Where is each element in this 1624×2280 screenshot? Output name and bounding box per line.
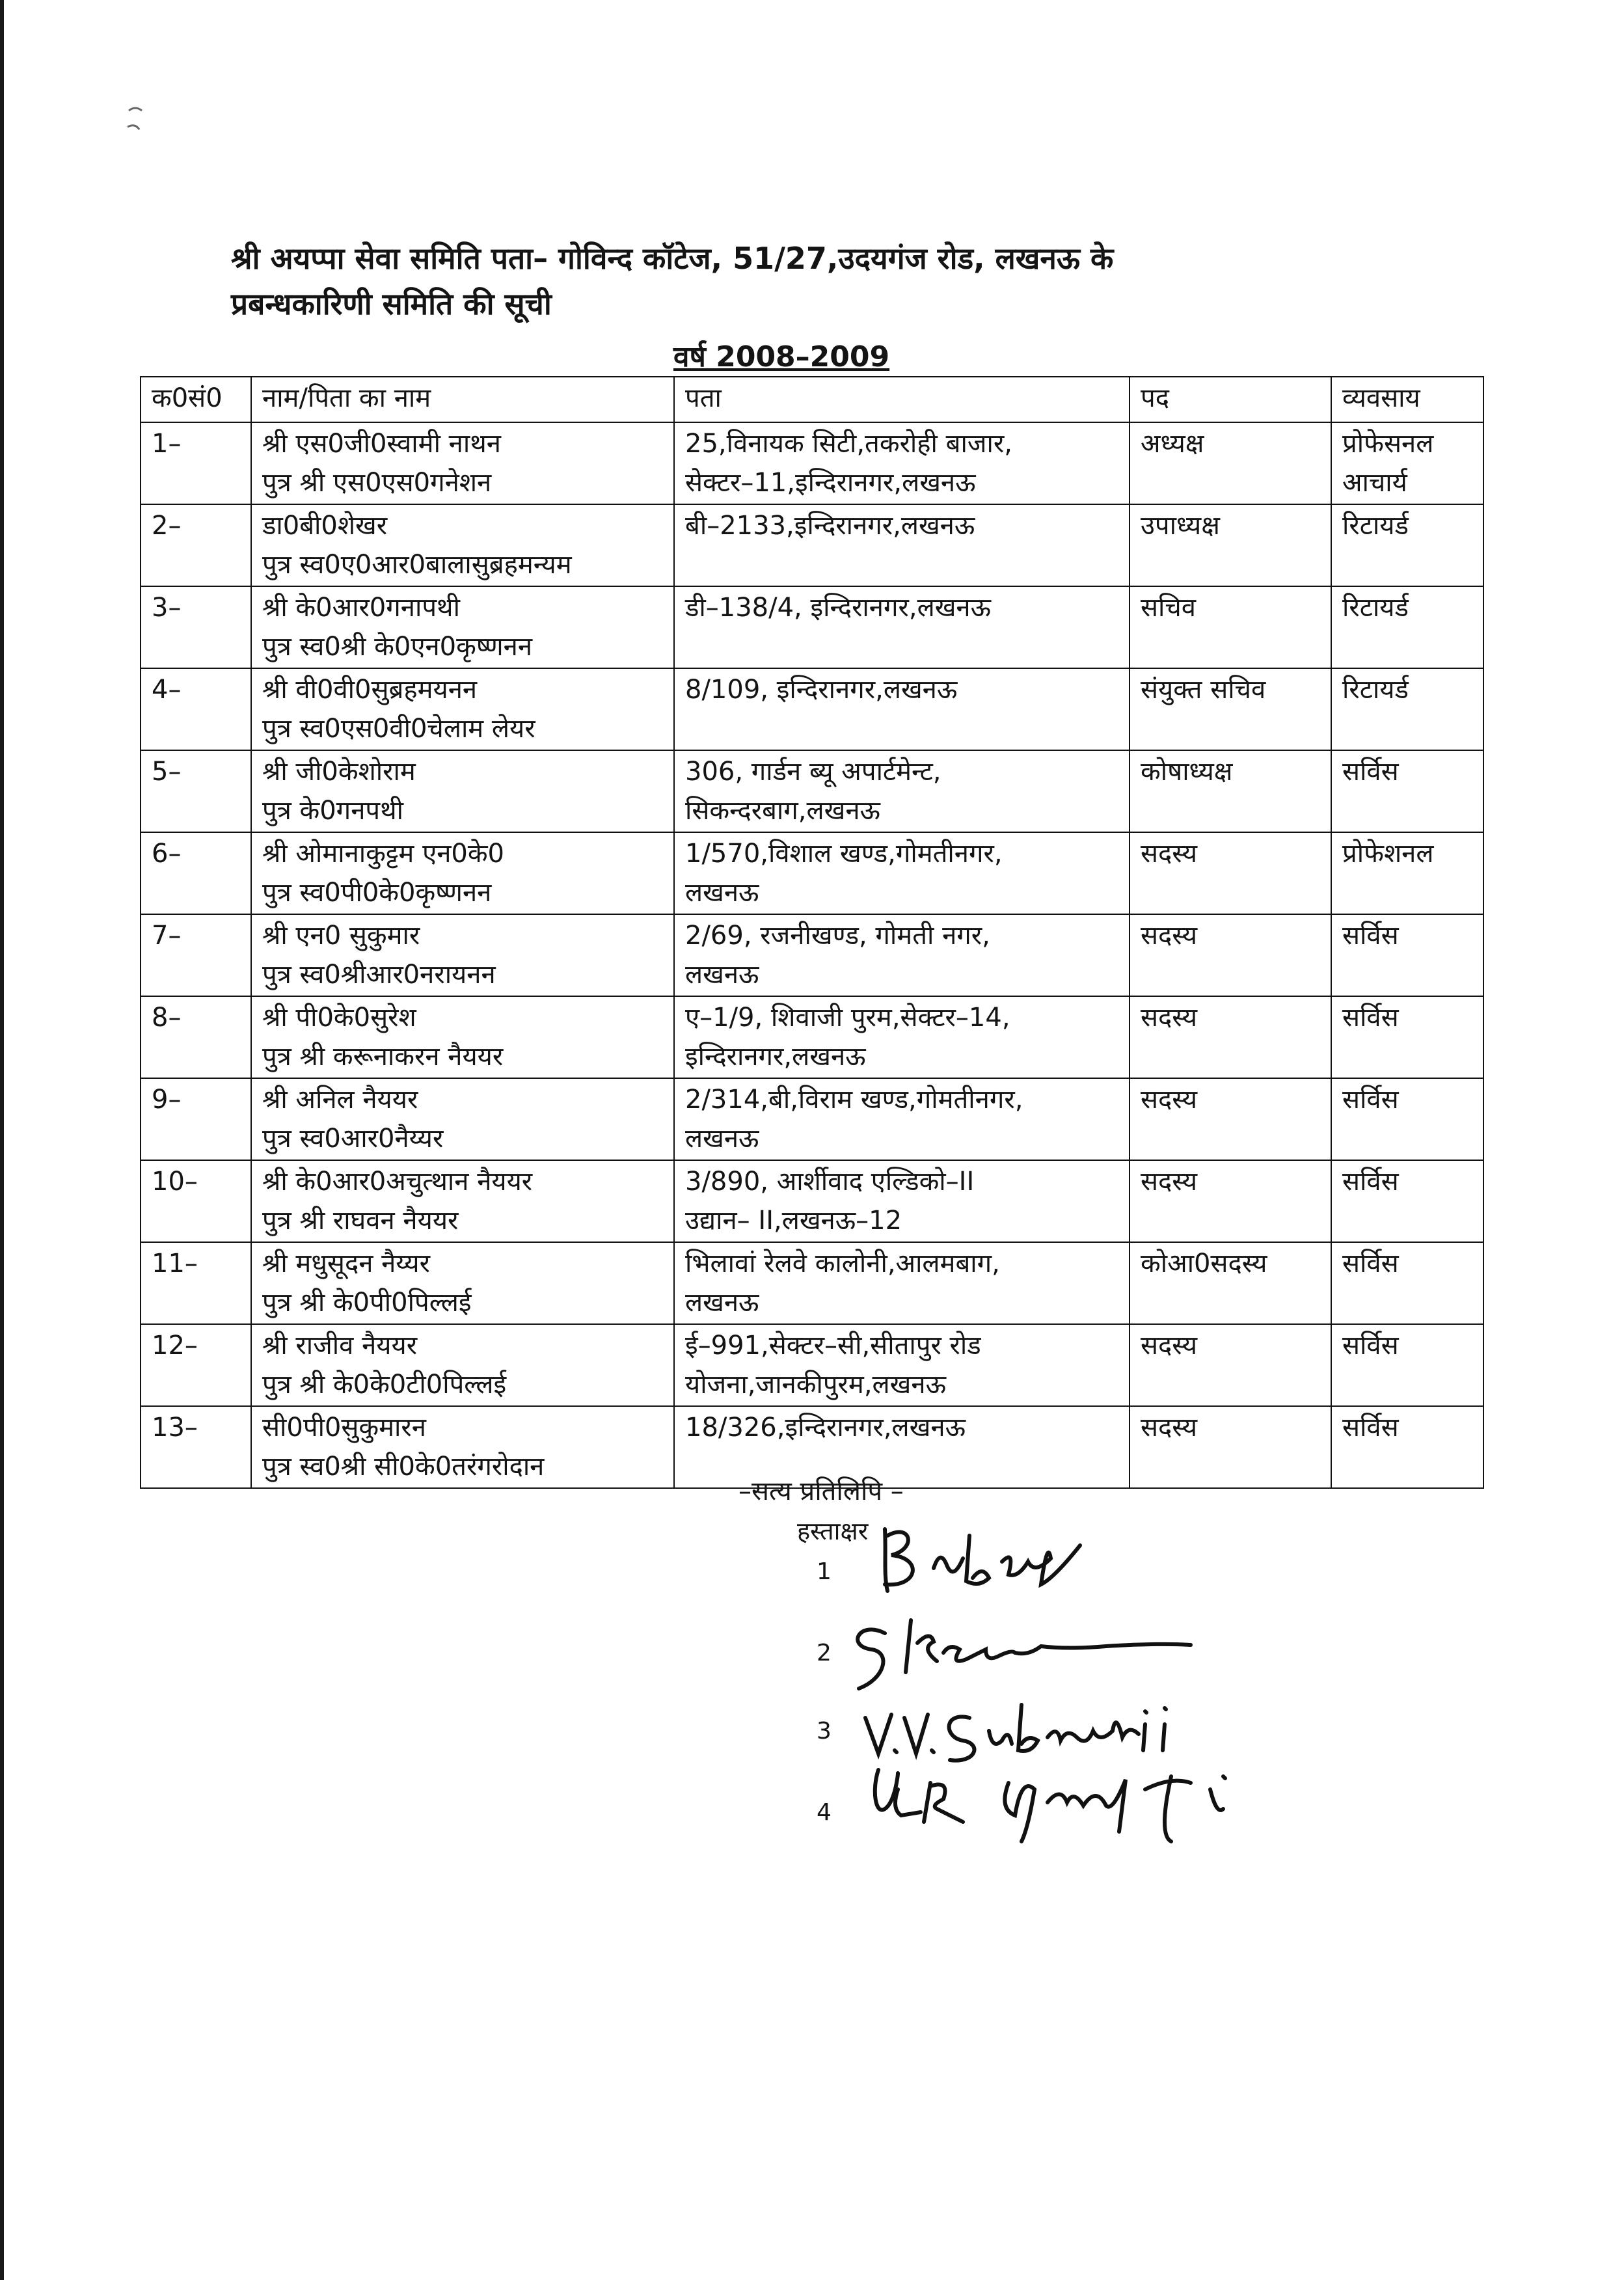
occupation-line-1: सर्विस: [1342, 921, 1399, 951]
cell-serial: [141, 1242, 251, 1324]
address-line-2: सिकन्दरबाग,लखनऊ: [685, 796, 880, 826]
cell-post: [1130, 750, 1331, 832]
post-title: सचिव: [1141, 593, 1197, 623]
cell-name: [251, 1242, 674, 1324]
serial-number: 4–: [152, 675, 182, 705]
cell-occupation: [1331, 422, 1483, 504]
cell-name: [251, 422, 674, 504]
member-name: श्री पी0के0सुरेश: [262, 1003, 416, 1033]
cell-serial: [141, 1324, 251, 1406]
father-name: पुत्र श्री के0पी0पिल्लई: [262, 1288, 472, 1318]
committee-table: [140, 376, 1484, 1489]
cell-serial: [141, 832, 251, 914]
post-title: संयुक्त सचिव: [1141, 675, 1266, 705]
table-row: [141, 832, 1483, 914]
cell-occupation: [1331, 586, 1483, 668]
cell-address: [674, 668, 1130, 750]
cell-serial: [141, 1160, 251, 1242]
occupation-line-1: प्रोफेसनल: [1342, 429, 1434, 459]
address-line-2: योजना,जानकीपुरम,लखनऊ: [685, 1370, 946, 1400]
table-row: [141, 586, 1483, 668]
cell-post: [1130, 504, 1331, 586]
address-line-1: डी–138/4, इन्दिरानगर,लखनऊ: [685, 593, 992, 623]
cell-post: [1130, 1324, 1331, 1406]
address-line-2: इन्दिरानगर,लखनऊ: [685, 1042, 866, 1072]
member-name: श्री एस0जी0स्वामी नाथन: [262, 429, 501, 459]
serial-number: 8–: [152, 1003, 182, 1033]
table-header-row: [141, 377, 1483, 422]
cell-address: [674, 914, 1130, 996]
cell-occupation: [1331, 1160, 1483, 1242]
post-title: सदस्य: [1141, 1413, 1198, 1443]
signature-2: [846, 1607, 1249, 1698]
cell-name: [251, 832, 674, 914]
cell-post: [1130, 832, 1331, 914]
address-line-1: 1/570,विशाल खण्ड,गोमतीनगर,: [685, 839, 1003, 869]
signature-3: [859, 1692, 1249, 1770]
cell-occupation: [1331, 914, 1483, 996]
member-name: श्री ओमानाकुट्टम एन0के0: [262, 839, 505, 869]
occupation-line-1: सर्विस: [1342, 757, 1399, 787]
cell-name: [251, 586, 674, 668]
cell-occupation: [1331, 996, 1483, 1078]
cell-name: [251, 914, 674, 996]
member-name: श्री के0आर0अचुत्थान नैययर: [262, 1167, 533, 1197]
document-heading: [231, 236, 1370, 327]
cell-post: [1130, 1406, 1331, 1488]
signature-number: 1: [817, 1558, 832, 1585]
member-name: श्री अनिल नैययर: [262, 1085, 418, 1115]
table-row: [141, 504, 1483, 586]
cell-occupation: [1331, 1078, 1483, 1160]
cell-name: [251, 996, 674, 1078]
table-row: [141, 422, 1483, 504]
cell-address: [674, 996, 1130, 1078]
serial-number: 7–: [152, 921, 182, 951]
address-line-1: ए–1/9, शिवाजी पुरम,सेक्टर–14,: [685, 1003, 1010, 1033]
address-line-1: बी–2133,इन्दिरानगर,लखनऊ: [685, 511, 975, 541]
serial-number: 13–: [152, 1413, 198, 1443]
serial-number: 9–: [152, 1085, 182, 1115]
address-line-2: लखनऊ: [685, 878, 759, 908]
cell-serial: [141, 1078, 251, 1160]
address-line-1: ई–991,सेक्टर–सी,सीतापुर रोड: [685, 1331, 981, 1361]
address-line-2: लखनऊ: [685, 1288, 759, 1318]
address-line-1: 18/326,इन्दिरानगर,लखनऊ: [685, 1413, 966, 1443]
address-line-1: 3/890, आर्शीवाद एल्डिको–II: [685, 1167, 975, 1197]
cell-serial: [141, 504, 251, 586]
serial-number: 6–: [152, 839, 182, 869]
cell-serial: [141, 996, 251, 1078]
table-row: [141, 668, 1483, 750]
post-title: कोषाध्यक्ष: [1141, 757, 1233, 787]
cell-post: [1130, 1078, 1331, 1160]
father-name: पुत्र श्री के0के0टी0पिल्लई: [262, 1370, 507, 1400]
cell-serial: [141, 422, 251, 504]
year-title: वर्ष 2008–2009: [673, 340, 890, 373]
cell-post: [1130, 586, 1331, 668]
address-line-1: 2/69, रजनीखण्ड, गोमती नगर,: [685, 921, 990, 951]
address-line-1: 306, गार्डन ब्यू अपार्टमेन्ट,: [685, 757, 941, 787]
post-title: सदस्य: [1141, 1003, 1198, 1033]
cell-occupation: [1331, 1406, 1483, 1488]
cell-post: [1130, 1242, 1331, 1324]
member-name: श्री जी0केशोराम: [262, 757, 416, 787]
cell-occupation: [1331, 750, 1483, 832]
cell-name: [251, 668, 674, 750]
cell-name: [251, 1160, 674, 1242]
cell-serial: [141, 1406, 251, 1488]
member-name: श्री राजीव नैययर: [262, 1331, 418, 1361]
father-name: पुत्र स्व0श्रीआर0नरायनन: [262, 960, 496, 990]
table-row: [141, 996, 1483, 1078]
cell-address: [674, 1242, 1130, 1324]
table-row: [141, 1160, 1483, 1242]
signature-label: हस्ताक्षर: [797, 1517, 869, 1545]
serial-number: 10–: [152, 1167, 198, 1197]
cell-name: [251, 504, 674, 586]
cell-post: [1130, 1160, 1331, 1242]
address-line-2: लखनऊ: [685, 960, 759, 990]
address-line-2: उद्यान– II,लखनऊ–12: [685, 1206, 902, 1236]
father-name: पुत्र श्री एस0एस0गनेशन: [262, 468, 492, 498]
occupation-line-1: रिटायर्ड: [1342, 675, 1409, 705]
signature-1: [872, 1510, 1145, 1601]
header-occupation: व्यवसाय: [1331, 377, 1483, 422]
father-name: पुत्र स्व0आर0नैय्यर: [262, 1124, 444, 1154]
cell-post: [1130, 422, 1331, 504]
cell-address: [674, 586, 1130, 668]
address-line-1: 8/109, इन्दिरानगर,लखनऊ: [685, 675, 958, 705]
cell-post: [1130, 914, 1331, 996]
cell-address: [674, 1078, 1130, 1160]
cell-occupation: [1331, 668, 1483, 750]
occupation-line-1: रिटायर्ड: [1342, 593, 1409, 623]
cell-address: [674, 504, 1130, 586]
cell-name: [251, 750, 674, 832]
cell-address: [674, 750, 1130, 832]
table-row: [141, 1242, 1483, 1324]
member-name: डा0बी0शेखर: [262, 511, 388, 541]
father-name: पुत्र स्व0ए0आर0बालासुब्रहमन्यम: [262, 550, 572, 580]
cell-occupation: [1331, 832, 1483, 914]
address-line-1: 2/314,बी,विराम खण्ड,गोमतीनगर,: [685, 1085, 1023, 1115]
post-title: उपाध्यक्ष: [1141, 511, 1220, 541]
cell-name: [251, 1324, 674, 1406]
member-name: श्री एन0 सुकुमार: [262, 921, 420, 951]
signature-4: [859, 1763, 1314, 1854]
member-name: श्री वी0वी0सुब्रहमयनन: [262, 675, 478, 705]
header-serial: क0सं0: [141, 377, 251, 422]
post-title: सदस्य: [1141, 839, 1198, 869]
occupation-line-1: सर्विस: [1342, 1085, 1399, 1115]
address-line-1: 25,विनायक सिटी,तकरोही बाजार,: [685, 429, 1012, 459]
cell-serial: [141, 668, 251, 750]
heading-line-1: श्री अयप्पा सेवा समिति पता– गोविन्द कॉटेज, 51/27,उदयगंज रोड, लखनऊ के: [231, 241, 1114, 276]
header-post: पद: [1130, 377, 1331, 422]
cell-address: [674, 1324, 1130, 1406]
table-row: [141, 750, 1483, 832]
cell-occupation: [1331, 504, 1483, 586]
cell-serial: [141, 750, 251, 832]
cell-name: [251, 1078, 674, 1160]
member-name: सी0पी0सुकुमारन: [262, 1413, 426, 1443]
serial-number: 5–: [152, 757, 182, 787]
cell-serial: [141, 914, 251, 996]
post-title: सदस्य: [1141, 1331, 1198, 1361]
address-line-2: सेक्टर–11,इन्दिरानगर,लखनऊ: [685, 468, 976, 498]
serial-number: 2–: [152, 511, 182, 541]
signature-number: 3: [817, 1718, 832, 1744]
member-name: श्री मधुसूदन नैय्यर: [262, 1249, 430, 1279]
post-title: सदस्य: [1141, 1167, 1198, 1197]
occupation-line-1: सर्विस: [1342, 1249, 1399, 1279]
post-title: सदस्य: [1141, 1085, 1198, 1115]
father-name: पुत्र स्व0श्री के0एन0कृष्णनन: [262, 632, 533, 662]
post-title: कोआ0सदस्य: [1141, 1249, 1267, 1279]
father-name: पुत्र श्री राघवन नैययर: [262, 1206, 459, 1236]
father-name: पुत्र के0गनपथी: [262, 796, 404, 826]
father-name: पुत्र श्री करूनाकरन नैययर: [262, 1042, 504, 1072]
header-name: नाम/पिता का नाम: [251, 377, 674, 422]
table-row: [141, 1078, 1483, 1160]
cell-occupation: [1331, 1242, 1483, 1324]
cell-post: [1130, 668, 1331, 750]
table-row: [141, 1324, 1483, 1406]
signature-number: 2: [817, 1640, 832, 1666]
occupation-line-1: सर्विस: [1342, 1167, 1399, 1197]
serial-number: 12–: [152, 1331, 198, 1361]
occupation-line-1: सर्विस: [1342, 1413, 1399, 1443]
header-address: पता: [674, 377, 1130, 422]
occupation-line-1: प्रोफेशनल: [1342, 839, 1434, 869]
cell-post: [1130, 996, 1331, 1078]
scan-left-edge: [0, 0, 4, 2280]
post-title: सदस्य: [1141, 921, 1198, 951]
member-name: श्री के0आर0गनापथी: [262, 593, 460, 623]
signature-number: 4: [817, 1799, 832, 1826]
scan-smudge-mark: [124, 98, 150, 143]
occupation-line-1: सर्विस: [1342, 1331, 1399, 1361]
cell-address: [674, 422, 1130, 504]
serial-number: 1–: [152, 429, 182, 459]
cell-serial: [141, 586, 251, 668]
occupation-line-2: आचार्य: [1342, 468, 1407, 498]
father-name: पुत्र स्व0श्री सी0के0तरंगरोदान: [262, 1452, 545, 1482]
address-line-1: भिलावां रेलवे कालोनी,आलमबाग,: [685, 1249, 1000, 1279]
heading-line-2: प्रबन्धकारिणी समिति की सूची: [231, 286, 552, 321]
serial-number: 11–: [152, 1249, 198, 1279]
cell-address: [674, 832, 1130, 914]
post-title: अध्यक्ष: [1141, 429, 1204, 459]
cell-address: [674, 1160, 1130, 1242]
occupation-line-1: रिटायर्ड: [1342, 511, 1409, 541]
cell-occupation: [1331, 1324, 1483, 1406]
father-name: पुत्र स्व0पी0के0कृष्णनन: [262, 878, 492, 908]
occupation-line-1: सर्विस: [1342, 1003, 1399, 1033]
table-row: [141, 914, 1483, 996]
true-copy-note: –सत्य प्रतिलिपि –: [738, 1476, 904, 1506]
father-name: पुत्र स्व0एस0वी0चेलाम लेयर: [262, 714, 535, 744]
address-line-2: लखनऊ: [685, 1124, 759, 1154]
cell-name: [251, 1406, 674, 1488]
serial-number: 3–: [152, 593, 182, 623]
